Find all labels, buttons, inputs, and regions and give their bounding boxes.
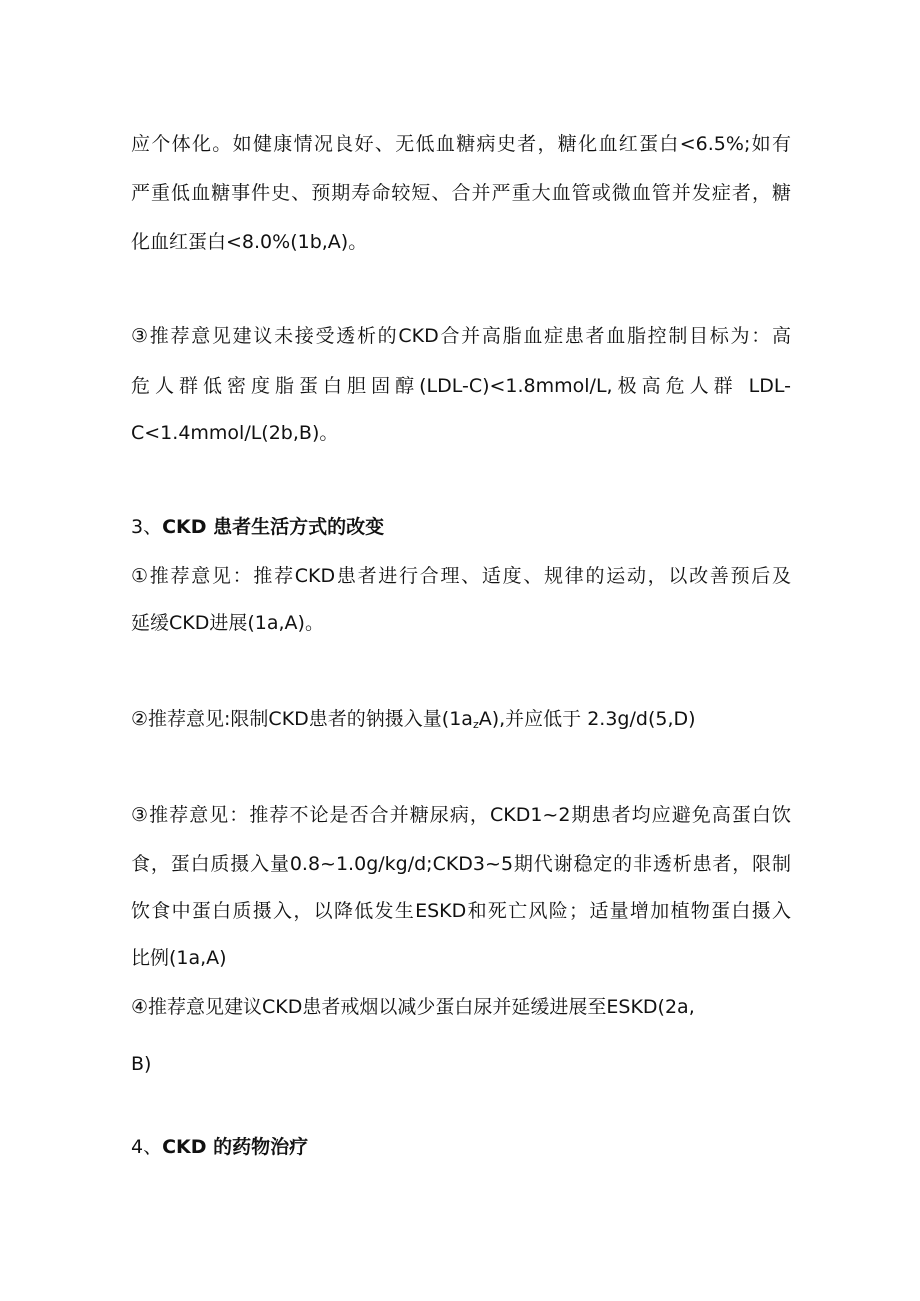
rec-1-line-1: ①推荐意见：推荐CKD患者进行合理、适度、规律的运动，以改善预后及 bbox=[131, 565, 791, 587]
paragraph-1-line-2: 严重低血糖事件史、预期寿命较短、合并严重大血管或微血管并发症者，糖 bbox=[131, 182, 791, 204]
rec-4-line-2: B) bbox=[131, 1053, 152, 1075]
rec-3-line-4: 比例(1a,A) bbox=[131, 947, 227, 969]
rec-3-line-2: 食，蛋白质摄入量0.8~1.0g/kg/d;CKD3~5期代谢稳定的非透析患者，限制 bbox=[131, 853, 791, 875]
section-3-heading bbox=[131, 514, 384, 540]
section-4-title: CKD 的药物治疗 bbox=[162, 1136, 309, 1158]
section-3-number: 3、 bbox=[131, 516, 163, 538]
paragraph-2-line-2: 危人群低密度脂蛋白胆固醇(LDL-C)<1.8mmol/L,极高危人群 LDL- bbox=[131, 375, 791, 397]
rec-4-line-1: ④推荐意见建议CKD患者戒烟以减少蛋白尿并延缓进展至ESKD(2a, bbox=[131, 996, 695, 1018]
rec-3-line-3: 饮食中蛋白质摄入，以降低发生ESKD和死亡风险；适量增加植物蛋白摄入 bbox=[131, 900, 791, 922]
rec-1-line-2: 延缓CKD进展(1a,A)。 bbox=[131, 612, 324, 634]
rec-2-prefix: ②推荐意见:限制CKD患者的钠摄入量(1a bbox=[131, 708, 473, 730]
paragraph-2-line-1: ③推荐意见建议未接受透析的CKD合并高脂血症患者血脂控制目标为：高 bbox=[131, 325, 791, 347]
section-3-title: CKD 患者生活方式的改变 bbox=[162, 516, 385, 538]
paragraph-2-line-3: C<1.4mmol/L(2b,B)。 bbox=[131, 422, 339, 444]
rec-2-suffix: A),并应低于 2.3g/d(5,D) bbox=[478, 708, 696, 730]
section-4-number: 4、 bbox=[131, 1136, 163, 1158]
paragraph-1-line-3: 化血红蛋白<8.0%(1b,A)。 bbox=[131, 231, 368, 253]
paragraph-1-line-1: 应个体化。如健康情况良好、无低血糖病史者，糖化血红蛋白<6.5%;如有 bbox=[131, 133, 791, 155]
rec-2-subscript: z bbox=[472, 718, 479, 731]
rec-3-line-1: ③推荐意见：推荐不论是否合并糖尿病，CKD1~2期患者均应避免高蛋白饮 bbox=[131, 804, 791, 826]
section-4-heading bbox=[131, 1134, 308, 1160]
rec-2-line bbox=[131, 706, 696, 738]
